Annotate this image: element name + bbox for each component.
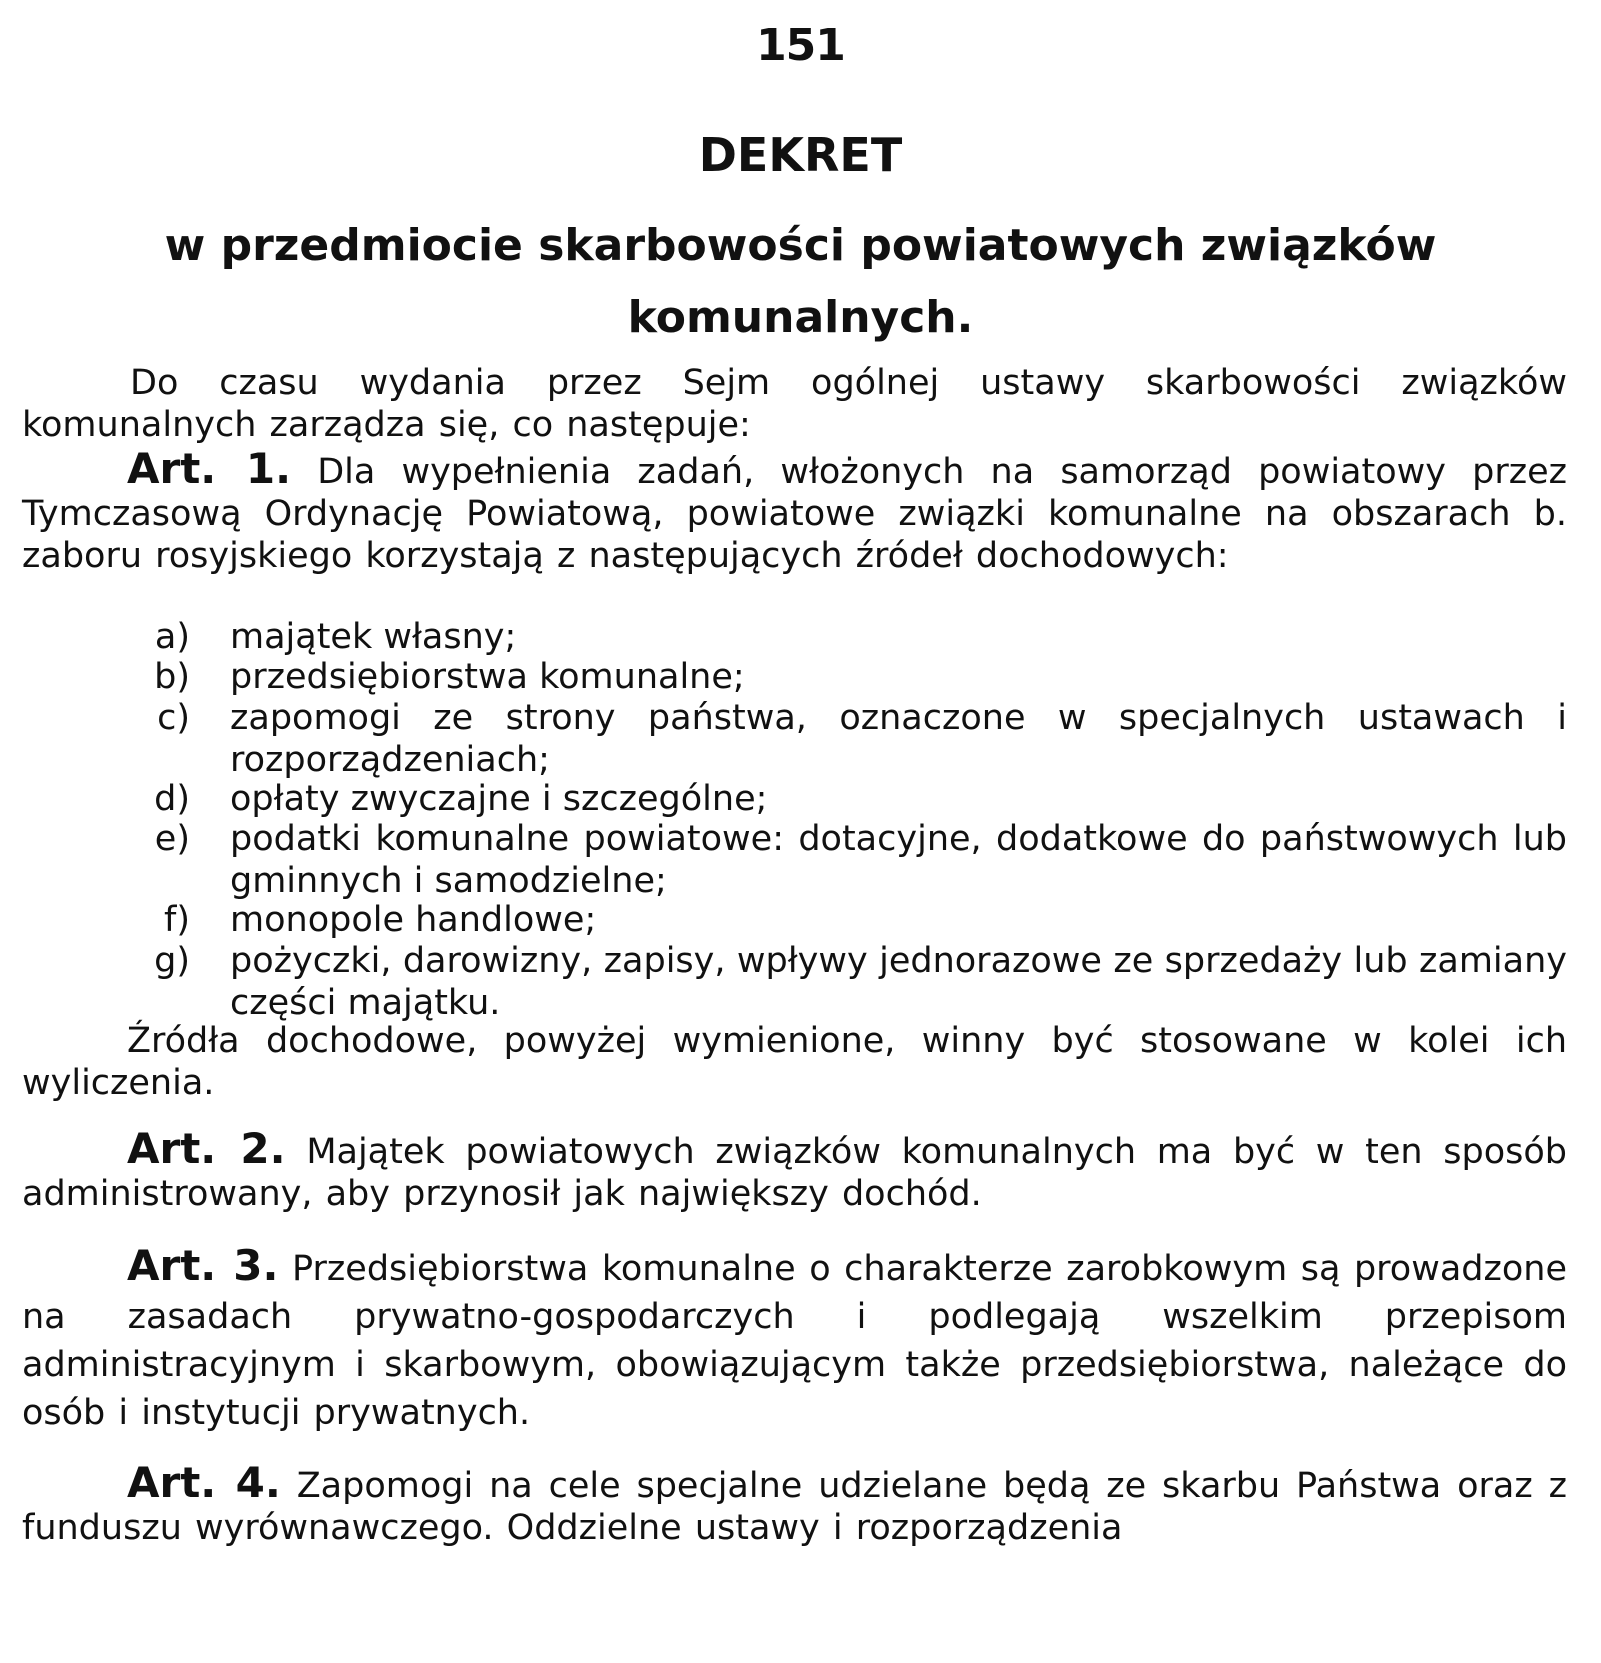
article-2-text: Majątek powiatowych związków komunalnych ma być w ten sposób administrowany, aby przynosił jak największy dochód. [22,1132,1567,1214]
list-item [130,778,1567,820]
article-2 [22,1124,1567,1215]
article-3 [22,1242,1567,1437]
article-4-label: Art. 4. [127,1458,281,1507]
article-1-label: Art. 1. [127,444,292,493]
article-2-label: Art. 2. [127,1124,286,1173]
preamble: Do czasu wydania przez Sejm ogólnej ustawy skarbowości związków komunalnych zarządza się, co następuje: [22,363,1567,445]
list-item [130,697,1567,781]
list-item-letter: g) [154,941,190,981]
list-item-text: pożyczki, darowizny, zapisy, wpływy jednorazowe ze sprzedaży lub zamiany części majątku. [230,941,1567,1023]
list-item-text: opłaty zwyczajne i szczególne; [230,779,768,819]
article-1-text: Dla wypełnienia zadań, włożonych na samorząd powiatowy przez Tymczasową Ordynację Powiatową, powiatowe związki komunalne na obszarach b. zaboru rosyjskiego korzystają z następujących źródeł dochodowych: [22,452,1567,576]
subtitle-line-2: komunalnych. [627,292,974,343]
list-item-letter: c) [157,698,190,738]
article-3-label: Art. 3. [127,1241,279,1290]
list-item-text: majątek własny; [230,617,517,657]
list-item-text: przedsiębiorstwa komunalne; [230,657,745,697]
list-item-text: podatki komunalne powiatowe: dotacyjne, dodatkowe do państwowych lub gminnych i samodzielne; [230,819,1567,901]
list-item-text: zapomogi ze strony państwa, oznaczone w specjalnych ustawach i rozporządzeniach; [230,698,1567,780]
list-item-letter: a) [154,617,190,657]
decree-title: DEKRET [698,128,903,182]
list-item [130,899,1567,941]
list-item [130,818,1567,902]
article-1-closing: Źródła dochodowe, powyżej wymienione, winny być stosowane w kolei ich wyliczenia. [22,1021,1567,1103]
list-item-letter: d) [154,779,190,819]
list-item [130,616,1567,658]
list-item-letter: b) [154,657,190,697]
list-item [130,940,1567,1024]
decree-subtitle [130,210,1471,354]
page-number: 151 [756,20,845,71]
list-item-letter: e) [154,819,190,859]
list-item-letter: f) [164,900,190,940]
article-1 [22,444,1567,577]
article-4-text: Zapomogi na cele specjalne udzielane będą ze skarbu Państwa oraz z funduszu wyrównawczego. Oddzielne ustawy i rozporządzenia [22,1466,1567,1548]
article-4 [22,1458,1567,1549]
subtitle-line-1: w przedmiocie skarbowości powiatowych związków [164,220,1437,271]
list-item [130,656,1567,698]
article-3-text: Przedsiębiorstwa komunalne o charakterze zarobkowym są prowadzone na zasadach prywatno-gospodarczych i podlegają wszelkim przepisom administracyjnym i skarbowym, obowiązującym także przedsiębiorstwa, należące do osób i instytucji prywatnych. [22,1249,1567,1433]
list-item-text: monopole handlowe; [230,900,597,940]
